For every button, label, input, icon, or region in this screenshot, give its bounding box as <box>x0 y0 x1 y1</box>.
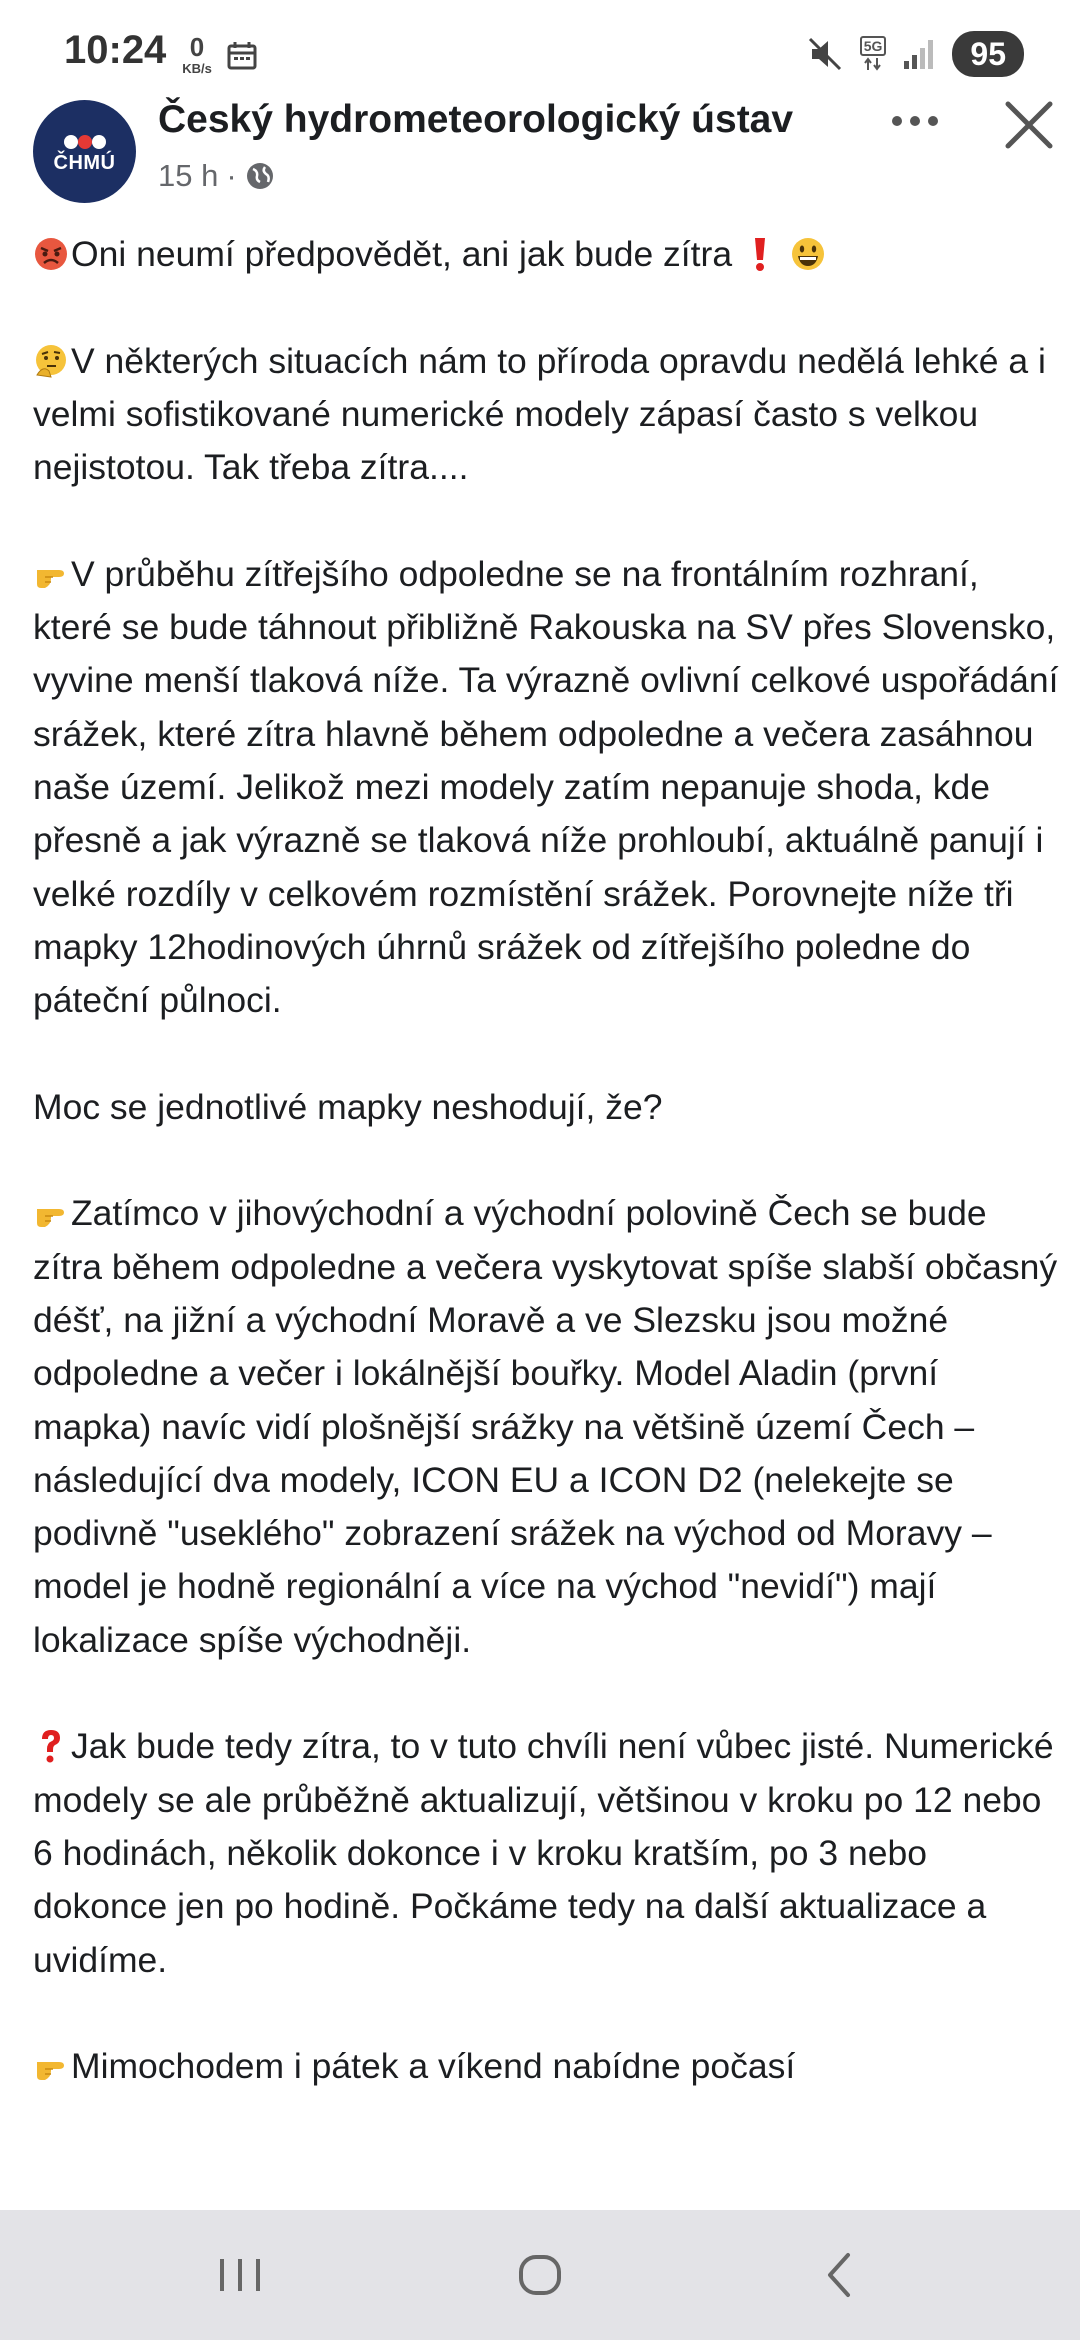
post-paragraph <box>33 1720 1063 1986</box>
paragraph-text: Mimochodem i pátek a víkend nabídne počasí <box>71 2046 796 2087</box>
meta-separator: · <box>226 158 237 193</box>
status-bar <box>0 0 1080 110</box>
page-avatar[interactable] <box>33 100 136 203</box>
network-type: 5G <box>860 36 887 56</box>
signal-icon <box>902 37 936 71</box>
system-navigation-bar <box>0 2210 1080 2340</box>
paragraph-text: V některých situacích nám to příroda opravdu nedělá lehké a i velmi sofistikované numerické modely zápasí často s velkou nejistotou. Tak třeba zítra.... <box>33 340 1046 488</box>
network-speed-value: 0 <box>189 32 205 62</box>
paragraph-text: Moc se jednotlivé mapky neshodují, že? <box>33 1086 663 1127</box>
pointing-hand-icon <box>33 556 69 592</box>
clock: 10:24 <box>64 28 167 72</box>
grinning-face-icon <box>790 236 826 272</box>
status-icons <box>806 30 1024 78</box>
network-speed <box>174 34 220 75</box>
pointing-hand-icon <box>33 2048 69 2084</box>
post-meta <box>158 158 275 194</box>
post-time[interactable]: 15 h <box>158 158 219 193</box>
pointing-hand-icon <box>33 1195 69 1231</box>
calendar-icon <box>227 42 257 70</box>
recent-apps-icon[interactable] <box>200 2245 280 2305</box>
chmu-logo-icon <box>63 134 107 150</box>
paragraph-text: V průběhu zítřejšího odpoledne se na frontálním rozhraní, které se bude táhnout přibližně Rakouska na SV přes Slovensko, vyvine menší tlaková níže. Ta výrazně ovlivní celkové uspořádání srážek, které zítra hlavně během odpoledne a večera zasáhnou naše území. Jelikož mezi modely zatím nepanuje shoda, kde přesně a jak výrazně se tlaková níže prohloubí, aktuálně panují i velké rozdíly v celkovém rozmístění srážek. Porovnejte níže tři mapky 12hodinových úhrnů srážek od zítřejšího poledne do páteční půlnoci. <box>33 553 1059 1021</box>
paragraph-text: Zatímco v jihovýchodní a východní polovině Čech se bude zítra během odpoledne a večera vyskytovat spíše slabší občasný déšť, na jižní a východní Moravě a ve Slezsku jsou možné odpoledne a večer i lokálnější bouřky. Model Aladin (první mapka) navíc vidí plošnější srážky na většině území Čech – následující dva modely, ICON EU a ICON D2 (nelekejte se podivně "useklého" zobrazení srážek na východ od Moravy – model je hodně regionální a více na východ "nevidí") mají lokalizace spíše východněji. <box>33 1193 1058 1660</box>
question-mark-icon <box>33 1728 69 1764</box>
exclamation-icon <box>742 236 778 272</box>
post-paragraph <box>33 228 1063 281</box>
avatar-label: ČHMÚ <box>53 152 116 174</box>
paragraph-text: Jak bude tedy zítra, to v tuto chvíli není vůbec jisté. Numerické modely se ale průběžně aktualizují, většinou v kroku po 12 nebo 6 hodinách, několik dokonce i v kroku kratším, po 3 nebo dokonce jen po hodině. Počkáme tedy na další aktualizace a uvidíme. <box>33 1726 1054 1980</box>
thinking-face-icon <box>33 343 69 379</box>
back-icon[interactable] <box>800 2245 880 2305</box>
post-paragraph <box>33 335 1063 495</box>
close-icon[interactable] <box>1000 96 1058 154</box>
home-icon[interactable] <box>500 2245 580 2305</box>
page-name-link[interactable]: Český hydrometeorologický ústav <box>158 98 794 141</box>
paragraph-text: Oni neumí předpovědět, ani jak bude zítra <box>71 234 733 274</box>
battery-indicator: 95 <box>952 31 1024 77</box>
network-type-icon <box>860 36 887 72</box>
post-paragraph <box>33 1081 1063 1134</box>
globe-icon <box>245 161 275 191</box>
post-body <box>33 228 1063 2210</box>
data-arrows-icon <box>864 56 882 72</box>
post-paragraph <box>33 548 1063 1028</box>
post-paragraph <box>33 2040 1063 2093</box>
post-paragraph <box>33 1187 1063 1667</box>
more-options-button[interactable] <box>880 96 950 146</box>
angry-face-icon <box>33 236 69 272</box>
mute-icon <box>806 35 844 73</box>
network-speed-unit: KB/s <box>182 61 212 76</box>
